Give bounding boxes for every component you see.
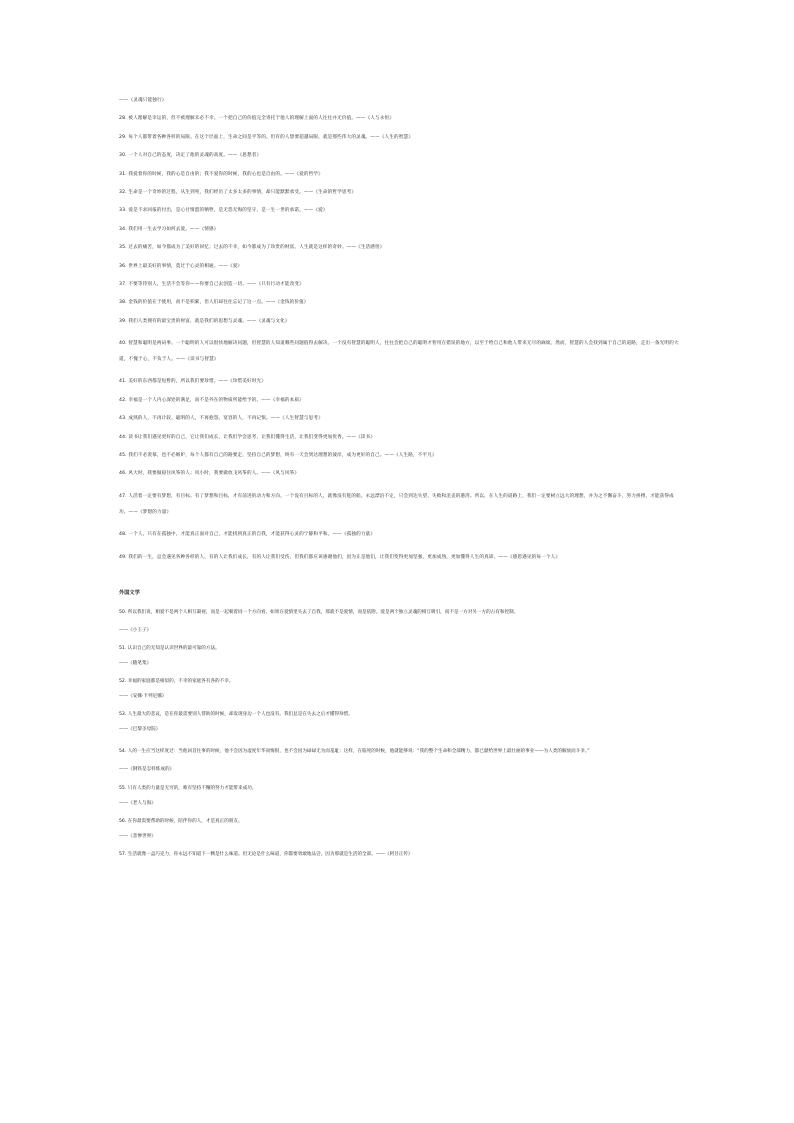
quote-source: ——《巴黎圣母院》 [119, 727, 161, 733]
quote-57: 57. 生活就像一盒巧克力，你永远不知道下一颗是什么味道。但无论是什么味道，你都要勇敢地品尝，因为那就是生活的全部。——《阿甘正传》 [119, 851, 413, 857]
quote-source: ——《小王子》 [119, 627, 152, 633]
quote-text: 46. 风大时，我要做稳住风筝的人；风小时，我要做放飞风筝的人。——《风与风筝》 [119, 471, 300, 477]
quote-text: 44. 读书让我们遇见更好的自己，它让我们成长，让我们学会思考，让我们懂得生活，让我们变得更加优秀。——《读书》 [119, 434, 376, 440]
quote-text: 41. 美好的东西都是短暂的，所以我们要珍惜。——《珍惜美好时光》 [119, 379, 266, 385]
quote-45 [119, 452, 679, 460]
quote-51: 51. 认识自己的无知是认识世界的最可靠的方法。 [119, 645, 220, 651]
quote-text: 32. 生命是一个奇妙的过程，从生到死，我们经历了太多太多的事情，却只能默默承受。——《生命的哲学思考》 [119, 189, 357, 195]
quote-text: 48. 一个人，只有在孤独中，才能真正面对自己，才能找到真正的自我，才能获得心灵的宁静和平和。——《孤独的力量》 [119, 532, 376, 538]
quote-48 [119, 531, 679, 539]
quote-35 [119, 244, 679, 252]
quote-38 [119, 299, 679, 307]
quote-47 [119, 489, 679, 521]
quote-text: 47. 人活着一定要有梦想，有目标。有了梦想和目标，才有前进的动力和方向。一个没有目标的人，就像没有舵的船，永远漂泊不定，只会到达失望、失败和沮丧的港湾。所以，在人生的道路上，我们一定要树立远大的理想，并为之不懈奋斗，努力拼搏，才能获得成功。——《梦想的力量》 [119, 493, 674, 515]
quote-text: 31. 我爱着你的时候，我的心是自由的；我不爱你的时候，我的心也是自由的。——《爱的哲学》 [119, 171, 323, 177]
quote-52: 52. 幸福的家庭都是相似的，不幸的家庭各有各的不幸。 [119, 678, 234, 684]
quote-text: 49. 我们的一生，总会遇见各种各样的人，有的人让我们成长，有的人让我们受伤，但我们都应该感谢他们，因为正是他们，让我们变得更加坚强，更加成熟，更加懂得人生的真谛。——《感恩遇见的每一个人》 [119, 554, 561, 560]
quote-29 [119, 134, 679, 142]
quote-54: 54. 人的一生应当这样度过：当他回首往事的时候，他不会因为虚度年华而悔恨，也不会因为碌碌无为而羞耻；这样，在临死的时候，他就能够说：“我的整个生命和全部精力，都已献给世界上最壮丽的事业——为人类的解放而斗争。” [119, 749, 590, 755]
quote-28 [119, 115, 679, 123]
quote-34 [119, 226, 679, 234]
quote-33 [119, 207, 679, 215]
quote-43 [119, 415, 679, 423]
quote-text: 30. 一个人对自己的态度，决定了他的灵魂的高度。——《思想者》 [119, 153, 262, 159]
quote-56: 56. 在你最需要帮助的时候，陪伴你的人，才是真正的朋友。 [119, 818, 243, 824]
quote-text: 40. 智慧和聪明是两码事。一个聪明的人可以很快地解决问题，但智慧的人知道哪些问题值得去解决。一个没有智慧的聪明人，往往会把自己的聪明才智用在错误的地方，以至于给自己和他人带来无尽的麻烦。然而，智慧的人会找到属于自己的道路，走出一条光明的大道，不愧于心，不负于人。——《读书与智慧》 [119, 341, 679, 363]
quote-text: 39. 我们人类拥有的最宝贵的财富，就是我们的思想与灵魂。——《灵魂与文化》 [119, 318, 290, 324]
quote-text: 33. 爱是不求回报的付出，是心甘情愿的牺牲，是无怨无悔的坚守，是一生一世的承诺。——《爱》 [119, 208, 328, 214]
document-content [119, 97, 679, 866]
quote-text: 35. 过去的痛苦，如今都成为了美好的回忆；过去的不幸，如今都成为了珍贵的财富。人生就是这样的奇妙。——《生活感悟》 [119, 245, 385, 251]
quote-source: ——《老人与海》 [119, 800, 156, 806]
quote-53: 53. 人生最大的悲哀，是在你最需要别人帮助的时候，却发现身边一个人也没有。我们总是在失去之后才懂得珍惜。 [119, 712, 353, 718]
quote-50: 50. 所以我们说，相爱不是两个人相互凝视，而是一起朝着同一个方向看。如果在爱情里失去了自我，那就不是爱情，而是依附。爱是两个独立灵魂的相互吸引，而不是一方对另一方的占有和控制。 [119, 609, 519, 615]
quote-31 [119, 171, 679, 179]
quote-text: 38. 金钱的价值在于使用，而不是积累，但人们却往往忘记了这一点。——《金钱的价值》 [119, 300, 309, 306]
quote-text: 29. 每个人都带着各种各样的局限。在这个层面上，生命之间是平等的。但有的人想要超越局限，就是那些伟大的灵魂。——《人生的智慧》 [119, 134, 413, 140]
quote-text: 43. 成熟的人，不再计较。聪明的人，不再抱怨。宽容的人，不再记恨。——《人生智慧与思考》 [119, 416, 323, 422]
quote-text: 28. 被人理解是幸运的，但不被理解未必不幸。一个把自己的价值完全寄托于他人的理解上面的人往往并无价值。——《人与永恒》 [119, 116, 395, 122]
quote-32 [119, 189, 679, 197]
section-heading: 外国文学 [119, 589, 140, 596]
quote-text: 34. 我们用一生去学习如何去爱。——《情感》 [119, 226, 219, 232]
quote-30 [119, 152, 679, 160]
quote-37 [119, 281, 679, 289]
quote-46 [119, 470, 679, 478]
quote-44 [119, 434, 679, 442]
quote-text: 42. 幸福是一个人内心深处的满足，而不是外在的物质所能给予的。——《幸福的本质》 [119, 397, 304, 403]
quote-source: ——《随笔集》 [119, 660, 152, 666]
quote-36 [119, 263, 679, 271]
quote-41 [119, 378, 679, 386]
intro-source: ——《灵魂只能独行》 [119, 98, 167, 103]
quote-list-b [119, 605, 679, 859]
quote-39 [119, 318, 679, 326]
quote-text: 45. 我们不必羡慕，也不必嫉妒，每个人都有自己的路要走，坚持自己的梦想，终有一天会到达理想的彼岸，成为更好的自己。——《人生路，不平凡》 [119, 453, 437, 459]
quote-55: 55. 只有人类的力量是无穷的，唯有坚持不懈的努力才能带来成功。 [119, 785, 257, 791]
quote-text: 37. 不要等待别人，生活不会等你——你要自己去创造一切。——《只有行动才能改变》 [119, 281, 304, 287]
quote-text: 36. 世界上最美好的事情，莫过于心灵的相通。——《爱》 [119, 263, 243, 269]
quote-42 [119, 397, 679, 405]
quote-40 [119, 336, 679, 368]
quote-source: ——《钢铁是怎样炼成的》 [119, 767, 175, 773]
quote-source: ——《悲惨世界》 [119, 833, 156, 839]
quote-49 [119, 550, 679, 566]
quote-list-a [119, 115, 679, 565]
quote-source: ——《安娜·卡列尼娜》 [119, 693, 167, 699]
